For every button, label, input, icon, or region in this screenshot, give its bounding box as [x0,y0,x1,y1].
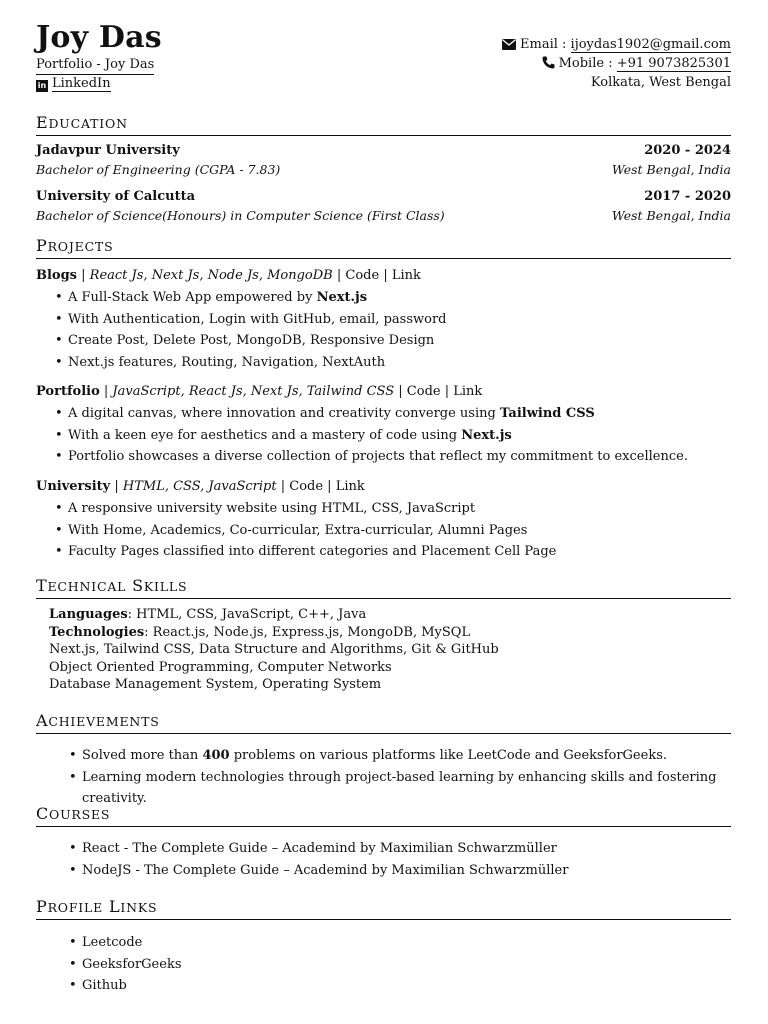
project-entry [36,266,731,374]
mobile-link[interactable]: +91 9073825301 [616,56,731,71]
project-header: University | HTML, CSS, JavaScript | Code | Link [36,479,365,494]
skills-list [49,606,499,694]
school-location: West Bengal, India [611,162,731,177]
profile-links-list [36,932,731,997]
resume-page [36,18,731,994]
leetcode-link[interactable]: • Leetcode [36,932,731,954]
code-link[interactable]: Code [345,268,380,283]
projects-heading: PROJECTS [36,236,731,259]
list-item: • Solved more than 400 problems on various platforms like LeetCode and GeeksforGeeks. [36,745,731,767]
school-years: 2017 - 2020 [644,189,731,204]
projects-section [36,236,731,259]
education-entry [36,188,731,228]
education-entry [36,142,731,182]
candidate-name: Joy Das [36,20,162,55]
list-item: • Faculty Pages classified into different categories and Placement Cell Page [36,541,731,563]
list-item: • With Home, Academics, Co-curricular, Extra-curricular, Alumni Pages [36,520,731,542]
degree-text: Bachelor of Science(Honours) in Computer Science (First Class) [36,208,445,223]
skills-line: Object Oriented Programming, Computer Networks [49,659,392,675]
project-tech: JavaScript, React Js, Next Js, Tailwind CSS [112,384,395,399]
list-item: • A digital canvas, where innovation and creativity converge using Tailwind CSS [36,403,731,425]
achievements-list-wrap [36,744,731,810]
profile-links-heading: PROFILE LINKS [36,897,731,920]
list-item: • A responsive university website using HTML, CSS, JavaScript [36,498,731,520]
email-link[interactable]: ijoydas1902@gmail.com [570,37,731,52]
profile-links-section [36,897,731,920]
list-item: • With a keen eye for aesthetics and a mastery of code using Next.js [36,425,731,447]
geeksforgeeks-link[interactable]: • GeeksforGeeks [36,954,731,976]
resume-header [36,18,731,108]
project-link[interactable]: Link [335,479,365,494]
portfolio-link[interactable]: Portfolio - Joy Das [36,56,154,75]
list-item: • React - The Complete Guide – Academind by Maximilian Schwarzmüller [36,838,731,860]
email-label: Email : [520,37,571,52]
project-tech: React Js, Next Js, Node Js, MongoDB [89,268,333,283]
mobile-label: Mobile : [558,56,617,71]
achievements-heading: ACHIEVEMENTS [36,711,731,734]
education-section [36,113,731,136]
skills-line: Database Management System, Operating System [49,677,382,693]
project-name: Blogs [36,268,78,283]
location-text: Kolkata, West Bengal [590,75,731,90]
school-name: University of Calcutta [36,189,196,204]
list-item: • Portfolio showcases a diverse collection of projects that reflect my commitment to excellence. [36,446,731,468]
email-line [502,36,731,56]
project-link[interactable]: Link [453,384,483,399]
school-location: West Bengal, India [611,208,731,223]
list-item: • Learning modern technologies through project-based learning by enhancing skills and fostering creativity. [36,767,731,810]
achievements-section [36,711,731,734]
courses-heading: COURSES [36,804,731,827]
code-link[interactable]: Code [289,479,324,494]
skills-technologies: Technologies: React.js, Node.js, Express.js, MongoDB, MySQL [49,624,471,640]
school-name: Jadavpur University [36,143,180,158]
profile-links-wrap [36,931,731,997]
list-item: • Create Post, Delete Post, MongoDB, Responsive Design [36,330,731,352]
linkedin-link[interactable] [36,75,111,93]
skills-section [36,576,731,599]
project-bullets [36,498,731,563]
mobile-line [542,55,731,75]
linkedin-link-label: LinkedIn [52,76,111,91]
skills-languages: Languages: HTML, CSS, JavaScript, C++, Java [49,607,367,622]
courses-list [36,838,731,881]
project-link[interactable]: Link [391,268,421,283]
project-header: Blogs | React Js, Next Js, Node Js, MongoDB | Code | Link [36,268,421,283]
degree-text: Bachelor of Engineering (CGPA - 7.83) [36,162,281,177]
linkedin-icon: in [37,81,47,90]
school-years: 2020 - 2024 [644,143,731,158]
github-link[interactable]: • Github [36,975,731,997]
list-item: • With Authentication, Login with GitHub, email, password [36,309,731,331]
project-entry [36,382,731,468]
list-item: • NodeJS - The Complete Guide – Academind by Maximilian Schwarzmüller [36,860,731,882]
education-heading: EDUCATION [36,113,731,136]
list-item: • A Full-Stack Web App empowered by Next.js [36,287,731,309]
courses-section [36,804,731,827]
project-name: University [36,479,111,494]
project-name: Portfolio [36,384,100,399]
project-bullets [36,287,731,374]
project-header: Portfolio | JavaScript, React Js, Next Js, Tailwind CSS | Code | Link [36,384,483,399]
list-item: • Next.js features, Routing, Navigation, NextAuth [36,352,731,374]
phone-icon [542,56,555,75]
courses-list-wrap [36,837,731,881]
project-entry [36,477,731,563]
skills-heading: TECHNICAL SKILLS [36,576,731,599]
project-tech: HTML, CSS, JavaScript [122,479,277,494]
project-bullets [36,403,731,468]
envelope-icon [502,38,516,56]
code-link[interactable]: Code [406,384,441,399]
achievements-list [36,745,731,810]
skills-line: Next.js, Tailwind CSS, Data Structure and Algorithms, Git & GitHub [49,642,499,658]
